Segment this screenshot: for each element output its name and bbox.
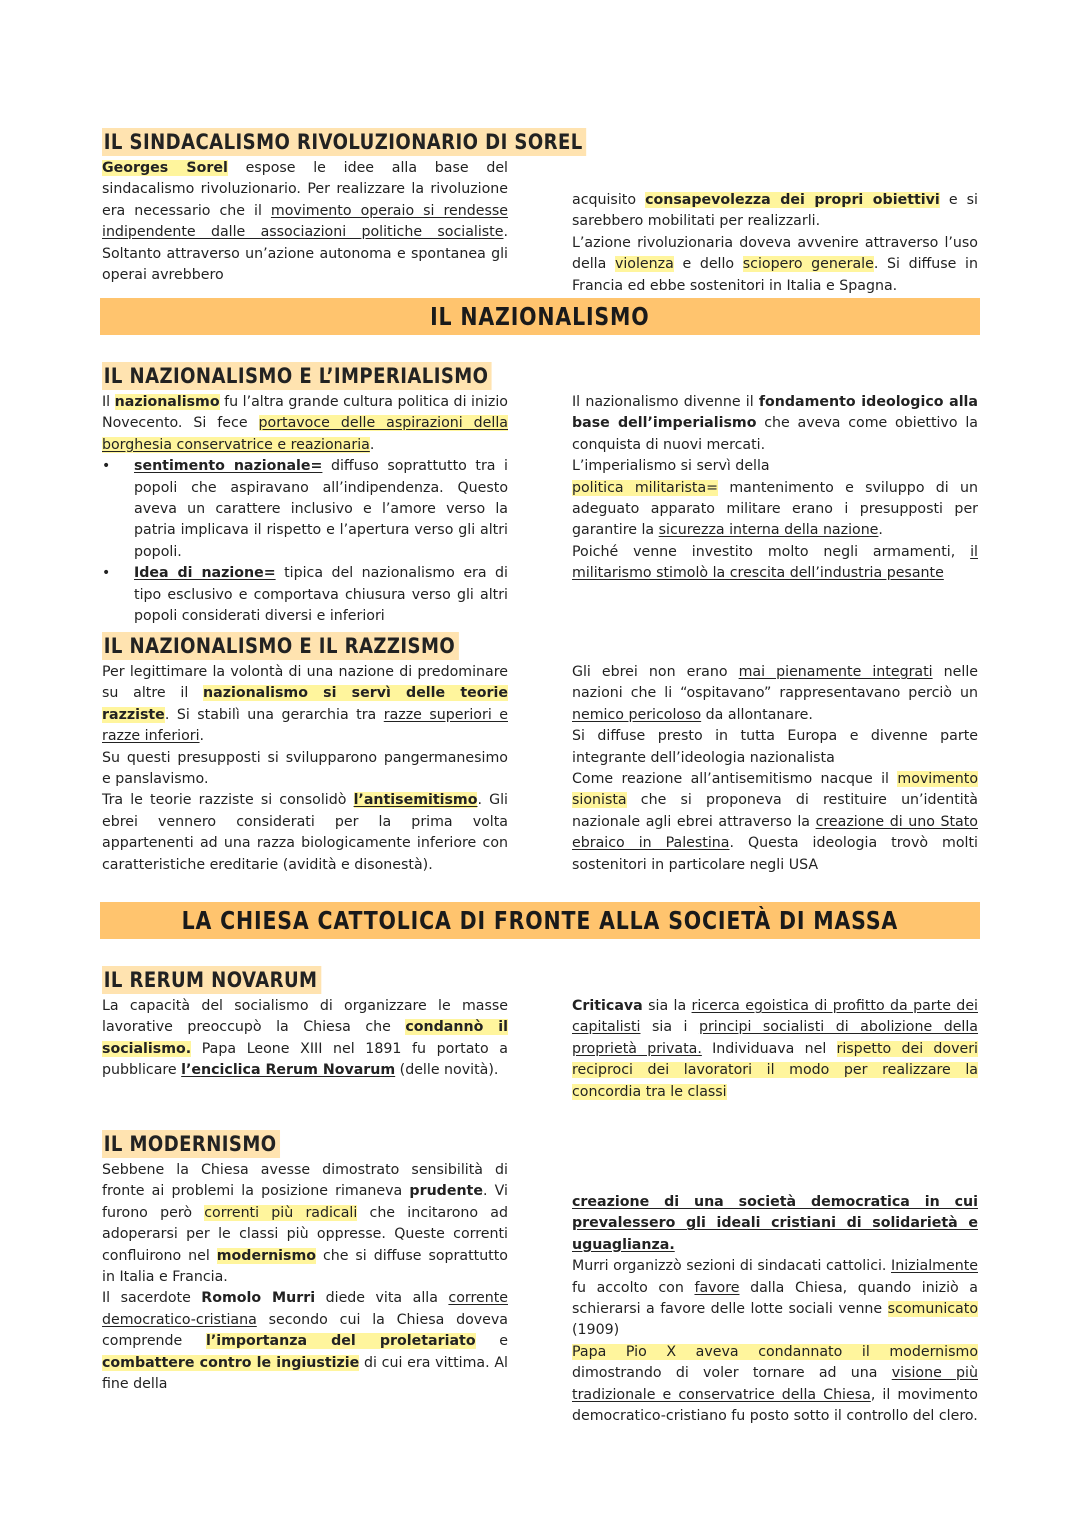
text: sia la bbox=[642, 998, 692, 1014]
text: , il movimento democratico-cristiano fu posto sotto il controllo del clero. bbox=[572, 1386, 978, 1425]
highlight-text: portavoce delle aspirazioni della borghesia conservatrice e reazionaria bbox=[102, 415, 508, 453]
highlight-text: sciopero generale bbox=[742, 256, 874, 273]
section-title-sindacalismo: IL SINDACALISMO RIVOLUZIONARIO DI SOREL bbox=[102, 128, 586, 156]
highlight-text: nazionalismo bbox=[114, 394, 220, 410]
column-left bbox=[102, 996, 508, 1103]
highlight-text: Papa Pio X aveva condannato il modernismo bbox=[572, 1343, 978, 1360]
section-title-imperialismo: IL NAZIONALISMO E L’IMPERIALISMO bbox=[102, 362, 492, 390]
text: . Soltanto attraverso un’azione autonoma e spontanea gli operai avrebbero bbox=[102, 224, 508, 284]
column-left bbox=[102, 662, 508, 876]
bullet-list bbox=[102, 456, 508, 627]
text: e bbox=[475, 1333, 508, 1350]
text: . bbox=[878, 522, 883, 539]
text: Il bbox=[102, 394, 115, 410]
highlight-text: movimento sionista bbox=[572, 771, 978, 809]
section-rerum-novarum bbox=[102, 966, 978, 1103]
text: Per legittimare la volontà di una nazione di predominare su altre il bbox=[102, 664, 508, 702]
highlight-text: combattere contro le ingiustizie bbox=[102, 1354, 360, 1371]
section-title-razzismo: IL NAZIONALISMO E IL RAZZISMO bbox=[102, 632, 459, 660]
underlined-text: corrente democratico-cristiana bbox=[102, 1290, 508, 1328]
underlined-text: mai pienamente integrati bbox=[738, 664, 933, 680]
text: che si proponeva di restituire un’identità nazionale agli ebrei attraverso la bbox=[572, 792, 978, 830]
text: . Si stabilì una gerarchia tra bbox=[164, 706, 384, 723]
highlight-text: Georges Sorel bbox=[102, 160, 228, 176]
banner-nazionalismo bbox=[100, 298, 980, 335]
text: dalla Chiesa, quando iniziò a schierarsi a favore delle lotte sociali venne bbox=[572, 1279, 978, 1318]
text: secondo cui la Chiesa doveva comprende bbox=[102, 1311, 508, 1350]
text: . Questa ideologia trovò molti sostenitori in particolare negli USA bbox=[572, 835, 978, 873]
bold-text: Criticava bbox=[572, 998, 643, 1014]
column-left bbox=[102, 392, 508, 627]
highlight-text: l’antisemitismo bbox=[353, 792, 478, 809]
text: Papa Leone XIII nel 1891 fu portato a pubblicare bbox=[102, 1040, 508, 1079]
section-sindacalismo bbox=[102, 128, 978, 297]
text: . bbox=[369, 436, 375, 453]
highlight-text: politica militarista= bbox=[572, 479, 719, 496]
underlined-text: favore bbox=[694, 1279, 740, 1296]
underlined-text: creazione di uno Stato ebraico in Palestina bbox=[572, 813, 978, 852]
banner-title: LA CHIESA CATTOLICA DI FRONTE ALLA SOCIETÀ DI MASSA bbox=[181, 906, 899, 935]
bold-text: fondamento ideologico alla base dell’imperialismo bbox=[572, 394, 978, 432]
underlined-text: Inizialmente bbox=[891, 1258, 978, 1275]
highlight-text: rispetto dei doveri reciproci dei lavoratori il modo per realizzare la concordia tra le classi bbox=[572, 1040, 978, 1100]
column-right bbox=[572, 158, 978, 297]
underlined-text: movimento operaio si rendesse indipendente dalle associazioni politiche socialiste bbox=[102, 202, 508, 241]
highlight-text: violenza bbox=[614, 256, 674, 273]
text: di cui era vittima. Al fine della bbox=[102, 1354, 509, 1393]
underlined-text: l’enciclica Rerum Novarum bbox=[181, 1062, 396, 1079]
text: Il nazionalismo divenne il bbox=[572, 394, 759, 410]
bold-text: prudente bbox=[409, 1183, 483, 1200]
highlight-text: scomunicato bbox=[887, 1301, 978, 1318]
highlight-text: correnti più radicali bbox=[204, 1204, 358, 1221]
text: sia i bbox=[640, 1019, 699, 1036]
text: mantenimento e sviluppo di un adeguato apparato militare erano i presupposti per garantire la bbox=[572, 479, 978, 539]
text: espose le idee alla base del sindacalismo rivoluzionario. Per realizzare la rivoluzione era necessario che il bbox=[102, 160, 508, 219]
section-title-rerum-novarum: IL RERUM NOVARUM bbox=[102, 966, 321, 994]
text: diede vita alla bbox=[315, 1290, 449, 1307]
text: diffuso soprattutto tra i popoli che aspiravano all’indipendenza. Questo aveva un carattere inclusivo e l’amore verso la patria implicava il rispetto e l’apertura verso gli altri popoli. bbox=[134, 458, 508, 560]
text: L’azione rivoluzionaria doveva avvenire attraverso l’uso della bbox=[572, 234, 978, 273]
text: Tra le teorie razziste si consolidò bbox=[102, 792, 354, 809]
underlined-text: il militarismo stimolò la crescita dell’industria pesante bbox=[572, 543, 978, 582]
column-left bbox=[102, 1160, 508, 1427]
text: dimostrando di voler tornare ad una bbox=[572, 1365, 892, 1382]
text: (1909) bbox=[572, 1322, 620, 1339]
text: tipica del nazionalismo era di tipo esclusivo e comportava chiusura verso gli altri popoli considerati diversi e inferiori bbox=[134, 565, 508, 625]
text: da allontanare. bbox=[701, 706, 813, 723]
text: Come reazione all’antisemitismo nacque il bbox=[572, 771, 898, 788]
underlined-text: ricerca egoistica di profitto da parte dei capitalisti bbox=[572, 998, 978, 1036]
text: Murri organizzò sezioni di sindacati cattolici. bbox=[572, 1258, 892, 1275]
section-modernismo bbox=[102, 1130, 978, 1427]
text: Si diffuse presto in tutta Europa e divenne parte integrante dell’ideologia nazionalista bbox=[572, 728, 978, 766]
text: che aveva come obiettivo la conquista di nuovi mercati. bbox=[572, 415, 978, 453]
text: Il sacerdote bbox=[102, 1290, 202, 1307]
section-nazionalismo-imperialismo bbox=[102, 362, 978, 627]
text: che incitarono ad adoperarsi per le classi più oppresse. Queste correnti confluirono nel bbox=[102, 1204, 508, 1264]
text: . bbox=[199, 728, 205, 745]
text: e dello bbox=[673, 256, 743, 273]
underlined-text: sentimento nazionale= bbox=[134, 458, 323, 475]
highlight-text: l’importanza del proletariato bbox=[205, 1333, 476, 1350]
underlined-text: creazione di una società democratica in cui prevalessero gli ideali cristiani di solidarietà e uguaglianza. bbox=[572, 1194, 978, 1253]
column-left bbox=[102, 158, 508, 297]
text: Individuava nel bbox=[701, 1040, 837, 1057]
highlight-text: modernismo bbox=[216, 1247, 317, 1264]
text: . Si diffuse in Francia ed ebbe sostenitori in Italia e Spagna. bbox=[572, 256, 978, 294]
column-right bbox=[572, 996, 978, 1103]
bold-text: Romolo Murri bbox=[201, 1290, 316, 1307]
list-item bbox=[134, 456, 508, 563]
text: L’imperialismo si servì della bbox=[572, 458, 770, 475]
column-right bbox=[572, 392, 978, 627]
column-right bbox=[572, 1160, 978, 1427]
text: Su questi presupposti si svilupparono pangermanesimo e panslavismo. bbox=[102, 749, 508, 788]
text: . Gli ebrei vennero considerati per la prima volta appartenenti ad una razza biologicamente inferiore con caratteristiche ereditarie (avidità e disonestà). bbox=[102, 792, 508, 873]
underlined-text: principi socialisti di abolizione della proprietà privata. bbox=[572, 1019, 979, 1057]
underlined-text: razze superiori e razze inferiori bbox=[102, 706, 508, 745]
highlight-text: nazionalismo si servì delle teorie razziste bbox=[102, 685, 508, 723]
text: che si diffuse soprattutto in Italia e Francia. bbox=[102, 1247, 508, 1286]
section-title-modernismo: IL MODERNISMO bbox=[102, 1130, 280, 1158]
section-nazionalismo-razzismo bbox=[102, 632, 978, 876]
text: . Vi furono però bbox=[102, 1183, 508, 1221]
highlight-text: condannò il socialismo. bbox=[102, 1019, 508, 1057]
text: Poiché venne investito molto negli armamenti, bbox=[572, 543, 971, 560]
underlined-text: Idea di nazione= bbox=[134, 565, 276, 582]
list-item bbox=[134, 563, 508, 627]
text: Gli ebrei non erano bbox=[572, 664, 739, 680]
banner-title: IL NAZIONALISMO bbox=[430, 302, 650, 331]
column-right bbox=[572, 662, 978, 876]
text: Sebbene la Chiesa avesse dimostrato sensibilità di fronte ai problemi la posizione rimaneva bbox=[102, 1162, 508, 1200]
underlined-text: nemico pericoloso bbox=[572, 706, 702, 723]
text: acquisito bbox=[572, 192, 646, 208]
highlight-text: consapevolezza dei propri obiettivi bbox=[645, 192, 940, 208]
underlined-text: sicurezza interna della nazione bbox=[658, 522, 879, 539]
text: fu accolto con bbox=[572, 1279, 695, 1296]
banner-chiesa bbox=[100, 902, 980, 939]
text: nelle nazioni che li “ospitavano” rappresentavano perciò un bbox=[572, 664, 979, 702]
text: La capacità del socialismo di organizzare le masse lavorative preoccupò la Chiesa che bbox=[102, 998, 508, 1036]
text: e si sarebbero mobilitati per realizzarli. bbox=[572, 192, 978, 230]
text: (delle novità). bbox=[395, 1062, 499, 1079]
underlined-text: visione più tradizionale e conservatrice della Chiesa bbox=[572, 1365, 978, 1403]
text: fu l’altra grande cultura politica di inizio Novecento. Si fece bbox=[102, 394, 508, 432]
